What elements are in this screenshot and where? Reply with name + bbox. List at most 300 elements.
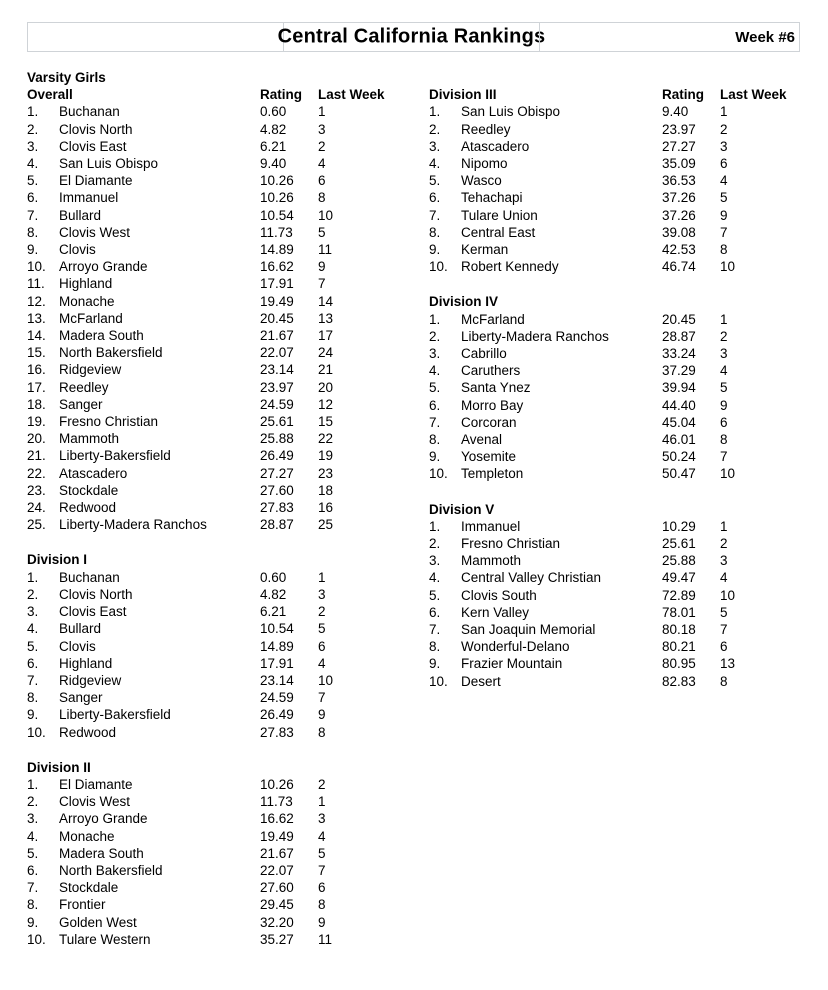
ranking-row (429, 241, 800, 258)
rating-value: 9.40 (260, 156, 287, 172)
rank-cell: 4. (27, 156, 39, 172)
last-week-value: 4 (720, 173, 728, 189)
rating-value: 10.26 (260, 190, 294, 206)
team-name: Central Valley Christian (461, 570, 602, 586)
ranking-row (429, 121, 800, 138)
rating-value: 0.60 (260, 569, 287, 585)
team-name: Clovis South (461, 587, 537, 603)
ranking-row (429, 621, 800, 638)
team-name: Nipomo (461, 156, 508, 171)
team-name: Clovis North (59, 121, 133, 137)
rating-value: 45.04 (662, 414, 696, 430)
rank-cell: 10. (27, 259, 46, 275)
last-week-value: 3 (318, 811, 326, 827)
rating-value: 0.60 (260, 104, 287, 120)
rating-value: 10.26 (260, 173, 294, 189)
rank-cell: 5. (27, 638, 39, 654)
team-name: Stockdale (59, 880, 119, 896)
rank-cell: 14. (27, 328, 46, 344)
rank-cell: 8. (27, 897, 39, 913)
rating-value: 22.07 (260, 862, 294, 878)
rank-cell: 6. (429, 397, 441, 413)
team-name: North Bakersfield (59, 345, 163, 361)
last-week-value: 5 (318, 845, 326, 861)
ranking-row (27, 379, 429, 396)
last-week-value: 7 (720, 224, 728, 240)
last-week-value: 2 (318, 604, 326, 620)
rating-value: 10.26 (260, 776, 294, 792)
rank-cell: 25. (27, 517, 46, 533)
last-week-value: 14 (318, 293, 334, 309)
last-week-value: 7 (318, 862, 326, 878)
ranking-row (429, 673, 800, 690)
rating-value: 46.74 (662, 259, 696, 275)
rank-cell: 6. (27, 190, 39, 206)
team-name: Golden West (59, 914, 137, 930)
left-column (27, 69, 429, 948)
ranking-row (27, 396, 429, 413)
team-name: Santa Ynez (461, 380, 531, 396)
last-week-value: 16 (318, 500, 334, 516)
ranking-row (429, 172, 800, 189)
section-division-iv (429, 293, 800, 482)
ranking-row (429, 587, 800, 604)
rank-cell: 4. (27, 621, 39, 637)
rating-value: 23.97 (260, 379, 294, 395)
ranking-row (27, 810, 429, 827)
last-week-column-header: Last Week (318, 87, 385, 103)
rank-cell: 10. (429, 673, 448, 689)
rating-value: 10.54 (260, 207, 294, 223)
rating-value: 37.26 (662, 207, 696, 223)
rank-cell: 6. (429, 190, 441, 206)
rank-cell: 2. (27, 794, 39, 810)
rating-value: 27.60 (260, 482, 294, 498)
last-week-value: 18 (318, 482, 334, 498)
rating-value: 19.49 (260, 293, 294, 309)
rank-cell: 8. (27, 224, 39, 240)
section-division-i (27, 551, 429, 740)
last-week-value: 13 (318, 310, 334, 326)
rank-cell: 1. (27, 104, 39, 120)
ranking-row (429, 448, 800, 465)
rating-value: 82.83 (662, 673, 696, 689)
team-name: Tehachapi (461, 190, 523, 206)
ranking-row (429, 207, 800, 224)
team-name: Wonderful-Delano (461, 639, 570, 655)
ranking-row (429, 431, 800, 448)
last-week-value: 20 (318, 379, 334, 395)
rank-cell: 5. (429, 380, 441, 396)
rank-cell: 5. (27, 173, 39, 189)
rank-cell: 10. (27, 931, 46, 947)
last-week-value: 3 (720, 138, 728, 154)
section-header-row (27, 759, 429, 776)
last-week-value: 1 (318, 104, 326, 120)
last-week-value: 19 (318, 448, 334, 464)
ranking-row (27, 638, 429, 655)
team-name: Mammoth (461, 553, 522, 569)
ranking-row (429, 569, 800, 586)
ranking-row (429, 397, 800, 414)
rating-value: 50.24 (662, 449, 696, 465)
team-name: Kerman (461, 242, 509, 258)
rating-value: 80.21 (662, 639, 696, 655)
team-name: Fresno Christian (59, 414, 159, 430)
ranking-row (27, 327, 429, 344)
ranking-row (27, 482, 429, 499)
rank-cell: 4. (429, 363, 441, 379)
team-name: Liberty-Madera Ranchos (59, 517, 207, 533)
ranking-row (429, 379, 800, 396)
last-week-value: 9 (720, 207, 728, 223)
rating-value: 28.87 (260, 517, 294, 533)
ranking-row (27, 689, 429, 706)
ranking-row (429, 138, 800, 155)
team-name: Corcoran (461, 414, 517, 430)
section-division-ii (27, 759, 429, 948)
rating-value: 39.08 (662, 224, 696, 240)
ranking-row (429, 155, 800, 172)
last-week-value: 24 (318, 345, 334, 361)
ranking-row (27, 172, 429, 189)
rank-cell: 7. (27, 880, 39, 896)
ranking-row (27, 465, 429, 482)
team-name: Frontier (59, 897, 106, 913)
ranking-row (27, 499, 429, 516)
team-name: Tulare Western (59, 931, 151, 947)
team-name: Desert (461, 673, 501, 689)
rank-cell: 12. (27, 293, 46, 309)
team-name: Liberty-Madera Ranchos (461, 328, 609, 344)
team-name: Liberty-Bakersfield (59, 707, 171, 723)
team-name: Fresno Christian (461, 536, 561, 552)
rating-value: 78.01 (662, 604, 696, 620)
team-name: Central East (461, 224, 536, 240)
last-week-value: 6 (720, 156, 728, 171)
team-name: Clovis West (59, 794, 131, 810)
section-division-v (429, 501, 800, 690)
rank-cell: 6. (27, 862, 39, 878)
ranking-row (429, 328, 800, 345)
rating-value: 36.53 (662, 173, 696, 189)
ranking-row (27, 258, 429, 275)
team-name: North Bakersfield (59, 862, 163, 878)
rank-cell: 18. (27, 396, 46, 412)
rating-value: 27.83 (260, 724, 294, 740)
rank-cell: 6. (429, 604, 441, 620)
right-column (429, 69, 800, 690)
rating-value: 23.97 (662, 121, 696, 137)
last-week-value: 13 (720, 656, 736, 672)
rank-cell: 8. (429, 639, 441, 655)
ranking-row (27, 516, 429, 533)
team-name: Yosemite (461, 449, 517, 465)
header-title-cell (277, 23, 546, 51)
header-spacer-cell (28, 23, 283, 51)
ranking-row (429, 414, 800, 431)
rank-cell: 13. (27, 310, 46, 326)
ranking-row (27, 793, 429, 810)
team-name: Reedley (59, 379, 109, 395)
header-bar (27, 22, 800, 52)
ranking-row (27, 224, 429, 241)
rating-value: 50.47 (662, 466, 696, 482)
ranking-row (27, 569, 429, 586)
last-week-value: 6 (318, 173, 326, 189)
last-week-value: 3 (720, 553, 728, 569)
rank-cell: 11. (27, 276, 45, 292)
rank-cell: 10. (429, 259, 448, 275)
rating-value: 22.07 (260, 345, 294, 361)
rating-value: 14.89 (260, 242, 294, 258)
section-title: Division I (27, 552, 88, 568)
rank-cell: 8. (27, 690, 39, 706)
ranking-row (27, 706, 429, 723)
last-week-value: 1 (720, 518, 728, 534)
last-week-value: 7 (720, 622, 728, 638)
team-name: Templeton (461, 466, 524, 482)
section-header-row (27, 86, 429, 103)
section-header-row (27, 551, 429, 568)
rank-cell: 9. (429, 656, 441, 672)
ranking-row (27, 655, 429, 672)
team-name: Buchanan (59, 104, 120, 120)
rank-cell: 2. (27, 121, 39, 137)
last-week-value: 4 (318, 655, 326, 671)
rating-value: 42.53 (662, 242, 696, 258)
rating-value: 24.59 (260, 690, 294, 706)
rank-cell: 8. (429, 224, 441, 240)
page-title: Central California Rankings (277, 25, 546, 48)
last-week-value: 7 (318, 690, 326, 706)
last-week-value: 25 (318, 517, 334, 533)
ranking-row (27, 310, 429, 327)
rank-cell: 3. (27, 811, 39, 827)
last-week-value: 22 (318, 431, 334, 447)
rank-cell: 5. (429, 587, 441, 603)
team-name: Sanger (59, 690, 103, 706)
team-name: Reedley (461, 121, 511, 137)
rating-value: 9.40 (662, 104, 689, 120)
ranking-row (27, 430, 429, 447)
ranking-row (429, 535, 800, 552)
team-name: San Joaquin Memorial (461, 622, 596, 638)
last-week-value: 5 (318, 224, 326, 240)
rating-value: 25.88 (662, 553, 696, 569)
team-name: Clovis East (59, 138, 127, 154)
team-name: Morro Bay (461, 397, 524, 413)
rank-cell: 2. (429, 121, 441, 137)
rank-cell: 6. (27, 655, 39, 671)
last-week-value: 4 (720, 570, 728, 586)
rank-cell: 21. (27, 448, 46, 464)
rating-value: 10.54 (260, 621, 294, 637)
rank-cell: 22. (27, 465, 46, 481)
last-week-value: 2 (720, 121, 728, 137)
rank-cell: 5. (27, 845, 39, 861)
rank-cell: 1. (429, 104, 441, 120)
last-week-value: 10 (720, 259, 736, 275)
team-name: Bullard (59, 621, 102, 637)
rank-cell: 4. (27, 828, 39, 844)
team-name: Robert Kennedy (461, 259, 559, 275)
last-week-value: 3 (720, 346, 728, 362)
team-name: Monache (59, 828, 115, 844)
last-week-value: 9 (720, 397, 728, 413)
last-week-value: 11 (318, 242, 333, 258)
rating-value: 20.45 (260, 310, 294, 326)
last-week-value: 8 (720, 673, 728, 689)
team-name: Bullard (59, 207, 102, 223)
rating-value: 35.27 (260, 931, 294, 947)
team-name: Buchanan (59, 569, 120, 585)
team-name: Atascadero (461, 138, 530, 154)
last-week-column-header: Last Week (720, 87, 787, 103)
rank-cell: 7. (429, 207, 441, 223)
team-name: Tulare Union (461, 207, 538, 223)
rank-cell: 7. (429, 414, 441, 430)
rating-value: 32.20 (260, 914, 294, 930)
rank-cell: 1. (27, 776, 39, 792)
ranking-row (27, 413, 429, 430)
team-name: Arroyo Grande (59, 811, 148, 827)
last-week-value: 4 (318, 828, 326, 844)
rank-cell: 3. (429, 346, 441, 362)
ranking-row (429, 103, 800, 120)
last-week-value: 9 (318, 707, 326, 723)
section-division-iii (429, 86, 800, 275)
ranking-row (27, 155, 429, 172)
rating-value: 27.60 (260, 880, 294, 896)
last-week-value: 8 (318, 190, 326, 206)
team-name: Highland (59, 276, 113, 292)
rank-cell: 7. (27, 672, 39, 688)
ranking-row (27, 361, 429, 378)
last-week-value: 4 (318, 156, 326, 172)
rating-value: 24.59 (260, 396, 294, 412)
section-header-row (429, 501, 800, 518)
last-week-value: 4 (720, 363, 728, 379)
rank-cell: 3. (429, 553, 441, 569)
rating-value: 10.29 (662, 518, 696, 534)
last-week-value: 5 (720, 604, 728, 620)
last-week-value: 12 (318, 396, 334, 412)
rating-value: 17.91 (260, 655, 294, 671)
last-week-value: 6 (720, 639, 728, 655)
ranking-row (27, 603, 429, 620)
team-name: McFarland (461, 311, 525, 327)
ranking-row (429, 189, 800, 206)
rating-value: 80.18 (662, 622, 696, 638)
section-title: Division III (429, 87, 497, 103)
team-name: Mammoth (59, 431, 120, 447)
team-name: Clovis West (59, 224, 131, 240)
rank-cell: 1. (429, 311, 441, 327)
team-name: El Diamante (59, 776, 133, 792)
rating-value: 4.82 (260, 586, 287, 602)
team-name: Immanuel (59, 190, 119, 206)
section-title: Division IV (429, 294, 499, 310)
section-title: Division II (27, 759, 91, 775)
team-name: Monache (59, 293, 115, 309)
rating-column-header: Rating (662, 87, 704, 103)
rating-value: 26.49 (260, 448, 294, 464)
rank-cell: 7. (429, 622, 441, 638)
rating-value: 19.49 (260, 828, 294, 844)
last-week-value: 6 (720, 414, 728, 430)
team-name: Atascadero (59, 465, 128, 481)
last-week-value: 6 (318, 880, 326, 896)
last-week-value: 10 (318, 672, 334, 688)
rating-value: 29.45 (260, 897, 294, 913)
rating-value: 44.40 (662, 397, 696, 413)
rating-value: 25.61 (260, 414, 294, 430)
ranking-row (27, 207, 429, 224)
ranking-row (27, 103, 429, 120)
team-name: Clovis North (59, 586, 133, 602)
rank-cell: 9. (27, 242, 39, 258)
team-name: Clovis (59, 638, 96, 654)
rating-value: 35.09 (662, 156, 696, 171)
last-week-value: 10 (720, 466, 736, 482)
rating-value: 17.91 (260, 276, 294, 292)
rank-cell: 4. (429, 156, 441, 171)
ranking-row (429, 345, 800, 362)
rating-value: 27.27 (662, 138, 696, 154)
rating-value: 23.14 (260, 362, 294, 378)
rank-cell: 9. (429, 449, 441, 465)
rank-cell: 5. (429, 173, 441, 189)
last-week-value: 5 (720, 190, 728, 206)
rank-cell: 1. (27, 569, 39, 585)
rating-value: 21.67 (260, 328, 294, 344)
team-name: McFarland (59, 310, 123, 326)
team-name: Clovis (59, 242, 96, 258)
last-week-value: 2 (720, 536, 728, 552)
ranking-row (27, 896, 429, 913)
ranking-row (27, 138, 429, 155)
rank-cell: 3. (27, 604, 39, 620)
last-week-value: 10 (720, 587, 736, 603)
last-week-value: 21 (318, 362, 334, 378)
team-name: Arroyo Grande (59, 259, 148, 275)
team-name: Highland (59, 655, 113, 671)
team-name: Redwood (59, 724, 117, 740)
rank-cell: 19. (27, 414, 46, 430)
last-week-value: 8 (318, 724, 326, 740)
rank-cell: 17. (27, 379, 46, 395)
ranking-row (429, 362, 800, 379)
ranking-row (27, 862, 429, 879)
last-week-value: 7 (318, 276, 326, 292)
ranking-row (27, 241, 429, 258)
last-week-value: 1 (318, 569, 326, 585)
last-week-value: 8 (720, 242, 728, 258)
left-column-sections (27, 86, 429, 948)
ranking-row (27, 724, 429, 741)
rank-cell: 9. (27, 914, 39, 930)
last-week-value: 3 (318, 586, 326, 602)
rating-value: 11.73 (260, 794, 293, 810)
team-name: Kern Valley (461, 604, 530, 620)
team-name: Cabrillo (461, 346, 507, 362)
rating-value: 25.61 (662, 536, 696, 552)
ranking-row (429, 258, 800, 275)
last-week-value: 9 (318, 259, 326, 275)
ranking-row (27, 586, 429, 603)
rank-cell: 3. (27, 138, 39, 154)
